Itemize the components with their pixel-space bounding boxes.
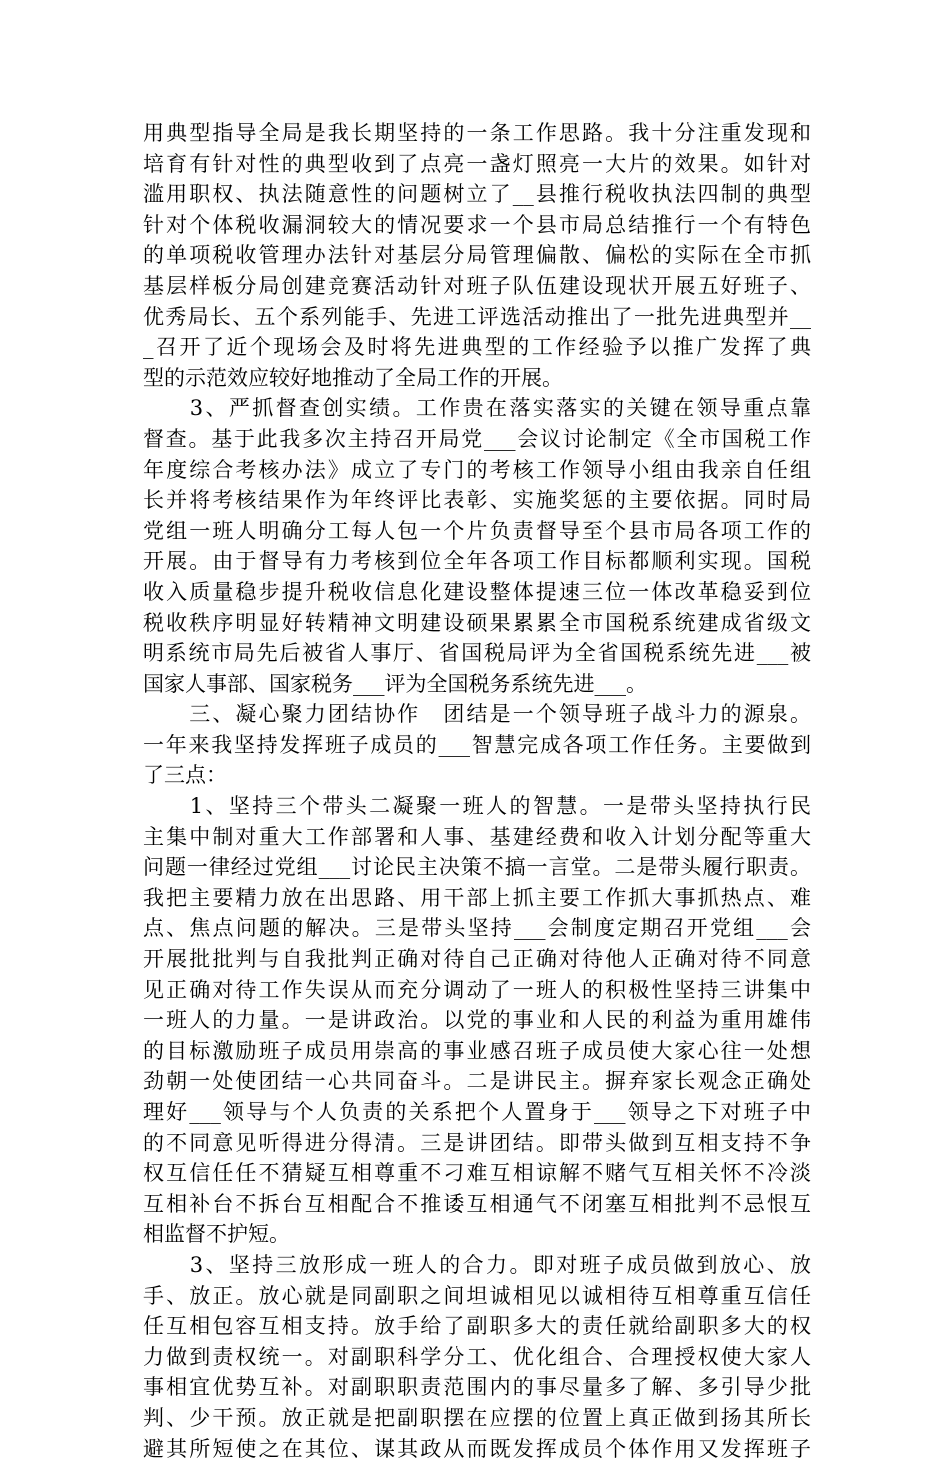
text-line: 一班人的力量。一是讲政治。以党的事业和人民的利益为重用雄伟 xyxy=(143,1008,811,1033)
text-line: _召开了近个现场会及时将先进典型的工作经验予以推广发挥了典 xyxy=(143,335,811,360)
text-line: 收入质量稳步提升税收信息化建设整体提速三位一体改革稳妥到位 xyxy=(143,579,811,604)
text-line: 用典型指导全局是我长期坚持的一条工作思路。我十分注重发现和 xyxy=(143,121,811,145)
text-line: 相监督不护短。 xyxy=(143,1222,290,1247)
text-line: 培育有针对性的典型收到了点亮一盏灯照亮一大片的效果。如针对 xyxy=(143,151,811,176)
text-line: 党组一班人明确分工每人包一个片负责督导至个县市局各项工作的 xyxy=(143,518,811,543)
text-line: 开展批批判与自我批判正确对待自己正确对待他人正确对待不同意 xyxy=(143,947,811,972)
text-line: 优秀局长、五个系列能手、先进工评选活动推出了一批先进典型并__ xyxy=(143,304,811,329)
text-line: 的目标激励班子成员用崇高的事业感召班子成员使大家心往一处想 xyxy=(143,1038,811,1063)
text-line: 一年来我坚持发挥班子成员的___智慧完成各项工作任务。主要做到 xyxy=(143,732,811,757)
text-line: 长并将考核结果作为年终评比表彰、实施奖惩的主要依据。同时局 xyxy=(143,488,811,513)
document-body xyxy=(143,118,811,1464)
text-line: 问题一律经过党组___讨论民主决策不搞一言堂。二是带头履行职责。 xyxy=(143,855,811,880)
text-line: 手、放正。放心就是同副职之间坦诚相见以诚相待互相尊重互信任 xyxy=(143,1283,811,1308)
text-line: 开展。由于督导有力考核到位全年各项工作目标都顺利实现。国税 xyxy=(143,549,811,574)
text-line: 见正确对待工作失误从而充分调动了一班人的积极性坚持三讲集中 xyxy=(143,977,811,1002)
text-line: 滥用职权、执法随意性的问题树立了__县推行税收执法四制的典型 xyxy=(143,182,811,207)
text-line: 税收秩序明显好转精神文明建设硕果累累全市国税系统建成省级文 xyxy=(143,610,811,635)
text-line: 互相补台不拆台互相配合不推诿互相通气不闭塞互相批判不忌恨互 xyxy=(143,1191,811,1216)
text-line: 权互信任任不猜疑互相尊重不刁难互相谅解不赌气互相关怀不冷淡 xyxy=(143,1161,811,1186)
text-line: 3、坚持三放形成一班人的合力。即对班子成员做到放心、放 xyxy=(143,1252,811,1277)
text-line: 判、少干预。放正就是把副职摆在应摆的位置上真正做到扬其所长 xyxy=(143,1405,811,1430)
text-line: 国家人事部、国家税务___评为全国税务系统先进___。 xyxy=(143,671,647,696)
text-line: 点、焦点问题的解决。三是带头坚持___会制度定期召开党组___会 xyxy=(143,916,811,941)
text-line: 三、凝心聚力团结协作 团结是一个领导班子战斗力的源泉。 xyxy=(143,702,811,727)
text-line: 主集中制对重大工作部署和人事、基建经费和收入计划分配等重大 xyxy=(143,824,811,849)
text-line: 型的示范效应较好地推动了全局工作的开展。 xyxy=(143,365,563,390)
text-line: 我把主要精力放在出思路、用干部上抓主要工作抓大事抓热点、难 xyxy=(143,885,811,910)
text-line: 1、坚持三个带头二凝聚一班人的智慧。一是带头坚持执行民 xyxy=(143,794,811,819)
text-line: 避其所短使之在其位、谋其政从而既发挥成员个体作用又发挥班子 xyxy=(143,1436,811,1461)
text-line: 了三点： xyxy=(143,763,227,788)
text-line: 明系统市局先后被省人事厅、省国税局评为全省国税系统先进___被 xyxy=(143,641,811,666)
text-line: 年度综合考核办法》成立了专门的考核工作领导小组由我亲自任组 xyxy=(143,457,811,482)
text-line: 3、严抓督查创实绩。工作贵在落实落实的关键在领导重点靠 xyxy=(143,396,811,421)
text-line: 针对个体税收漏洞较大的情况要求一个县市局总结推行一个有特色 xyxy=(143,212,811,237)
text-line: 事相宜优势互补。对副职职责范围内的事尽量多了解、多引导少批 xyxy=(143,1375,811,1400)
text-line: 基层样板分局创建竞赛活动针对班子队伍建设现状开展五好班子、 xyxy=(143,273,811,298)
text-line: 督查。基于此我多次主持召开局党___会议讨论制定《全市国税工作 xyxy=(143,426,811,451)
text-line: 力做到责权统一。对副职科学分工、优化组合、合理授权使大家人 xyxy=(143,1344,811,1369)
text-line: 理好___领导与个人负责的关系把个人置身于___领导之下对班子中 xyxy=(143,1100,811,1124)
text-line: 的单项税收管理办法针对基层分局管理偏散、偏松的实际在全市抓 xyxy=(143,243,811,268)
text-line: 劲朝一处使团结一心共同奋斗。二是讲民主。摒弃家长观念正确处 xyxy=(143,1069,811,1094)
text-line: 的不同意见听得进分得清。三是讲团结。即带头做到互相支持不争 xyxy=(143,1130,811,1155)
text-line: 任互相包容互相支持。放手给了副职多大的责任就给副职多大的权 xyxy=(143,1314,811,1339)
